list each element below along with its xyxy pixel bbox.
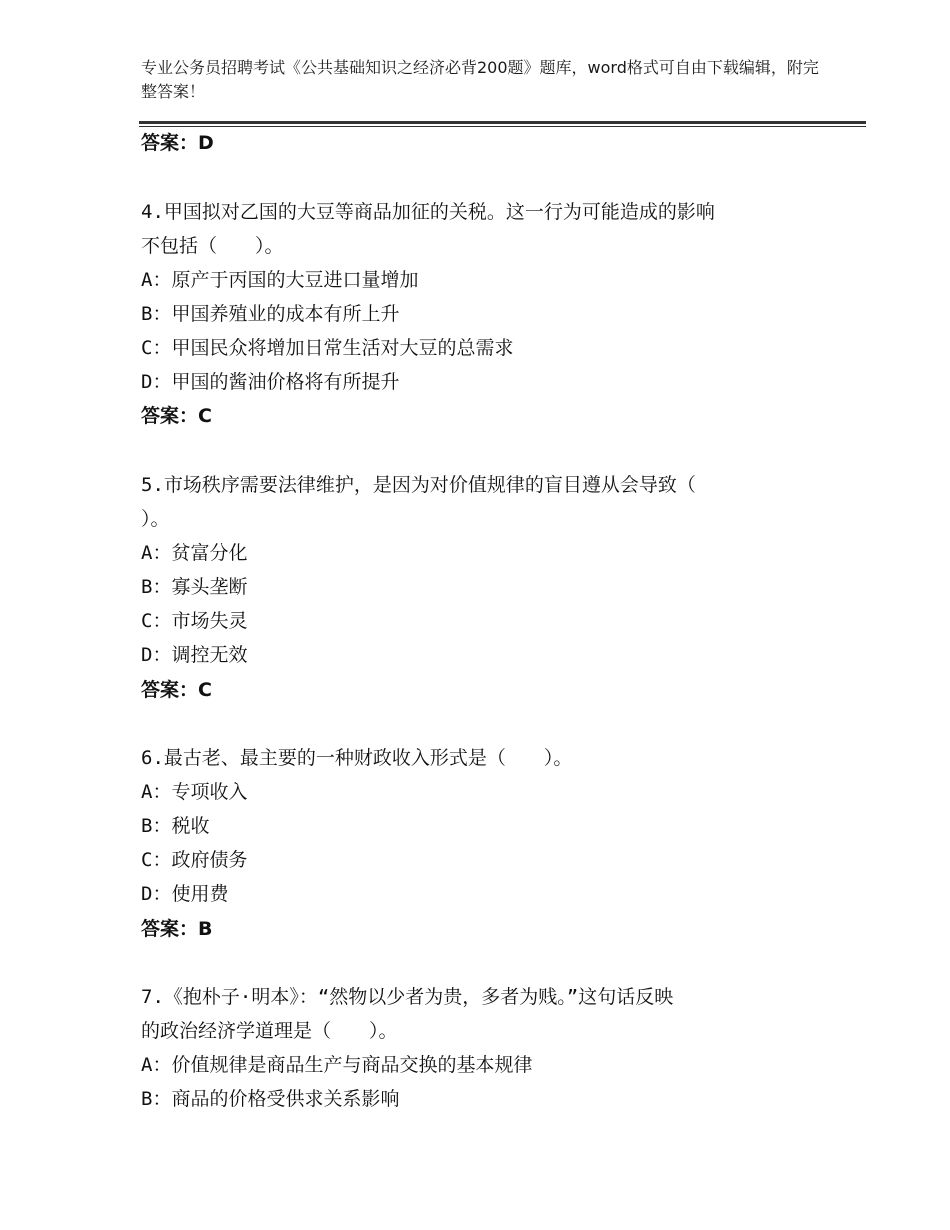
- answer-q4: 答案：C: [141, 405, 212, 427]
- question-5-stem-line-2: ）。: [141, 508, 170, 530]
- question-7-option-a: A：价值规律是商品生产与商品交换的基本规律: [141, 1054, 533, 1076]
- question-7-option-b: B：商品的价格受供求关系影响: [141, 1088, 400, 1110]
- question-4-option-c: C：甲国民众将增加日常生活对大豆的总需求: [141, 337, 514, 359]
- header-divider-thick: [139, 121, 866, 124]
- question-4-option-a: A：原产于丙国的大豆进口量增加: [141, 269, 419, 291]
- question-4-option-b: B：甲国养殖业的成本有所上升: [141, 303, 400, 325]
- question-5-option-a: A：贫富分化: [141, 542, 248, 564]
- header-divider-thin: [139, 126, 866, 127]
- question-7-stem-line-1: 7.《抱朴子·明本》：“然物以少者为贵，多者为贱。”这句话反映: [141, 986, 674, 1008]
- question-5-option-d: D：调控无效: [141, 644, 248, 666]
- question-5-stem-line-1: 5.市场秩序需要法律维护，是因为对价值规律的盲目遵从会导致（: [141, 474, 696, 496]
- answer-q6: 答案：B: [141, 918, 213, 940]
- question-7-stem-line-2: 的政治经济学道理是（ ）。: [141, 1020, 398, 1042]
- question-6-option-a: A：专项收入: [141, 781, 248, 803]
- question-4-option-d: D：甲国的酱油价格将有所提升: [141, 371, 400, 393]
- document-header: 专业公务员招聘考试《公共基础知识之经济必背200题》题库，word格式可自由下载编辑，附完整答案！: [141, 58, 819, 101]
- question-4-stem-line-1: 4.甲国拟对乙国的大豆等商品加征的关税。这一行为可能造成的影响: [141, 201, 715, 223]
- question-5-option-b: B：寡头垄断: [141, 576, 248, 598]
- answer-q5: 答案：C: [141, 679, 212, 701]
- answer-q3: 答案：D: [141, 132, 214, 154]
- question-5-option-c: C：市场失灵: [141, 610, 248, 632]
- question-6-option-b: B：税收: [141, 815, 210, 837]
- question-6-stem-line-1: 6.最古老、最主要的一种财政收入形式是（ ）。: [141, 747, 573, 769]
- question-4-stem-line-2: 不包括（ ）。: [141, 235, 284, 257]
- question-6-option-d: D：使用费: [141, 883, 229, 905]
- question-6-option-c: C：政府债务: [141, 849, 248, 871]
